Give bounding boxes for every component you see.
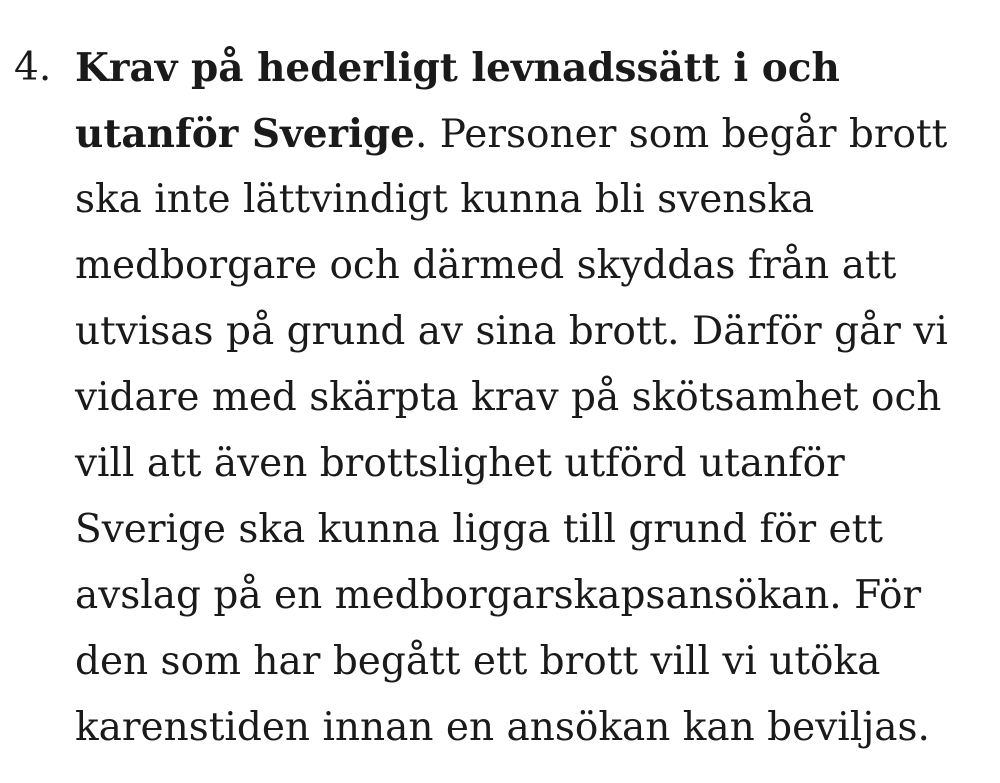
list-number: 4. [14,45,52,90]
text-line-5: utvisas på grund av sina brott. Därför går vi [75,309,948,354]
body-text: . Personer som begår brott [415,112,948,157]
list-item-text [75,35,995,761]
text-line-3: ska inte lättvindigt kunna bli svenska [75,177,815,222]
text-line-10: den som har begått ett brott vill vi utöka [75,639,881,684]
text-line-4: medborgare och därmed skyddas från att [75,243,897,288]
text-line-2 [75,101,995,167]
text-line-6: vidare med skärpta krav på skötsamhet och [75,375,942,420]
text-line-7: vill att även brottslighet utförd utanför [75,441,845,486]
text-line-8: Sverige ska kunna ligga till grund för ett [75,507,883,552]
item-heading-line-1: Krav på hederligt levnadssätt i och [75,45,840,91]
item-heading-line-2: utanför Sverige [75,111,415,157]
text-line-11: karenstiden innan en ansökan kan beviljas. [75,705,930,750]
text-line-9: avslag på en medborgarskapsansökan. För [75,573,922,618]
